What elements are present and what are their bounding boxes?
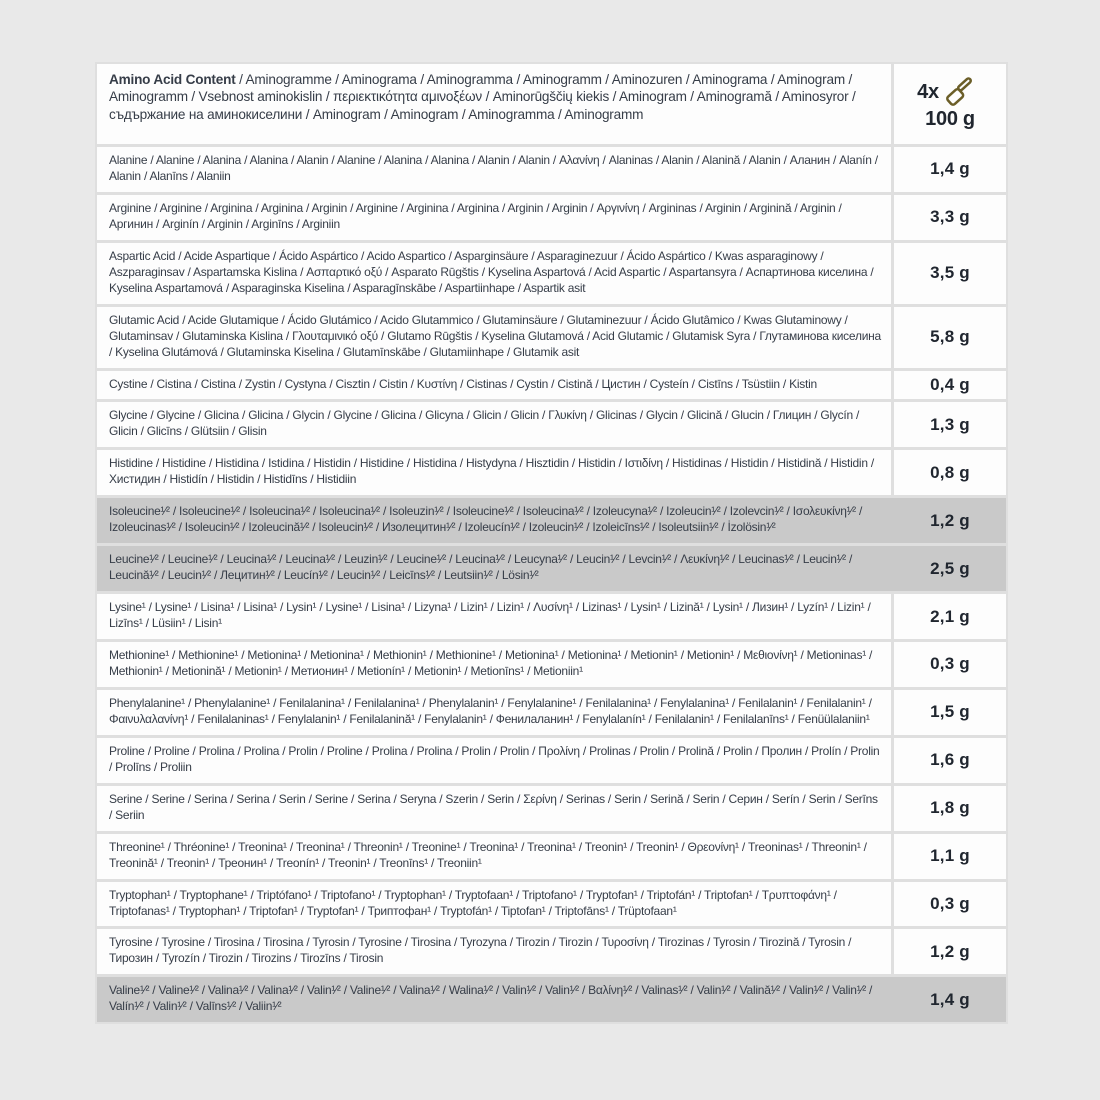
serving-size: 100 g (925, 108, 975, 130)
amino-acid-amount: 1,5 g (930, 702, 970, 722)
table-row (97, 738, 1006, 783)
amino-acid-amount: 3,3 g (930, 207, 970, 227)
amino-acid-names: Alanine / Alanine / Alanina / Alanina / Alanin / Alanine / Alanina / Alanina / Alanin / Alanin / Αλανίνη / Alaninas / Alanin / Alanină / Alanin / Аланин / Alanín / Alanin / Alanīns / Alaniin (97, 147, 894, 192)
amino-acid-amount: 0,8 g (930, 462, 970, 482)
table-row (97, 498, 1006, 543)
table-row (97, 402, 1006, 447)
serving-count: 4x (917, 80, 939, 103)
scoop-icon (941, 71, 983, 107)
amino-acid-amount: 2,5 g (930, 558, 970, 578)
amino-acid-names: Glycine / Glycine / Glicina / Glicina / Glycin / Glycine / Glicina / Glicyna / Glicin / Glicin / Γλυκίνη / Glicinas / Glycin / Glicină / Glucin / Глицин / Glycín / Glicin / Glicīns / Glütsiin / Glisin (97, 402, 894, 447)
table-row (97, 371, 1006, 400)
amino-acid-names: Histidine / Histidine / Histidina / Istidina / Histidin / Histidine / Histidina / Histydyna / Hisztidin / Histidin / Ιστιδίνη / Histidinas / Histidin / Histidină / Histidin / Хистидин / Histidín / Histidin / Histidīns / Histidiin (97, 450, 894, 495)
amino-acid-amount: 1,4 g (930, 989, 970, 1009)
table-row (97, 450, 1006, 495)
amino-acid-names: Tyrosine / Tyrosine / Tirosina / Tirosina / Tyrosin / Tyrosine / Tirosina / Tyrozyna / Tirozin / Tirozin / Τυροσίνη / Tirozinas / Tyrosin / Tirozină / Tyrosin / Тирозин / Tyrozín / Tirozin / Tirozins / Tirozīns / Tirosin (97, 929, 894, 974)
amino-acid-amount: 5,8 g (930, 327, 970, 347)
table-row (97, 243, 1006, 304)
amino-acid-amount: 0,3 g (930, 894, 970, 913)
amino-acid-names: Methionine¹ / Methionine¹ / Metionina¹ / Metionina¹ / Methionin¹ / Methionine¹ / Metionina¹ / Metionina¹ / Metionin¹ / Metionin¹ / Μεθιονίνη¹ / Metioninas¹ / Methionin¹ / Metionină¹ / Metionin¹ / Метионин¹ / Metionín¹ / Metionin¹ / Metionīns¹ / Metioniin¹ (97, 642, 894, 687)
amino-acid-names: Lysine¹ / Lysine¹ / Lisina¹ / Lisina¹ / Lysin¹ / Lysine¹ / Lisina¹ / Lizyna¹ / Lizin¹ / Lizin¹ / Λυσίνη¹ / Lizinas¹ / Lysin¹ / Lizină¹ / Lysin¹ / Лизин¹ / Lyzín¹ / Lizin¹ / Lizīns¹ / Lüsiin¹ / Lisin¹ (97, 594, 894, 639)
amino-acid-amount: 2,1 g (930, 606, 970, 626)
table-title (97, 64, 894, 144)
amino-acid-amount: 1,1 g (930, 846, 970, 866)
serving-line (917, 77, 983, 107)
table-row (97, 195, 1006, 240)
amino-acid-names: Valine¹⁄² / Valine¹⁄² / Valina¹⁄² / Valina¹⁄² / Valin¹⁄² / Valine¹⁄² / Valina¹⁄² / Walina¹⁄² / Valin¹⁄² / Valin¹⁄² / Βαλίνη¹⁄² / Valinas¹⁄² / Valin¹⁄² / Valină¹⁄² / Valin¹⁄² / Valin¹⁄² / Valín¹⁄² / Valin¹⁄² / Valīns¹⁄² / Valiin¹⁄² (97, 977, 894, 1022)
amino-acid-names: Tryptophan¹ / Tryptophane¹ / Triptófano¹ / Triptofano¹ / Tryptophan¹ / Tryptofaan¹ / Triptofano¹ / Tryptofan¹ / Triptofán¹ / Triptofan¹ / Τρυπτοφάνη¹ / Triptofanas¹ / Tryptophan¹ / Triptofan¹ / Tryptofan¹ / Триптофан¹ / Tryptofán¹ / Tiptofan¹ / Triptofāns¹ / Trüptofaan¹ (97, 882, 894, 927)
amino-acid-names: Leucine¹⁄² / Leucine¹⁄² / Leucina¹⁄² / Leucina¹⁄² / Leuzin¹⁄² / Leucine¹⁄² / Leucina¹⁄² / Leucyna¹⁄² / Leucin¹⁄² / Levcin¹⁄² / Λευκίνη¹⁄² / Leucinas¹⁄² / Leucin¹⁄² / Leucină¹⁄² / Leucin¹⁄² / Лецитин¹⁄² / Leucín¹⁄² / Leucin¹⁄² / Leicīns¹⁄² / Leutsiin¹⁄² / Lösin¹⁄² (97, 546, 894, 591)
amino-acid-names: Phenylalanine¹ / Phenylalanine¹ / Fenilalanina¹ / Fenilalanina¹ / Phenylalanin¹ / Fenylalanine¹ / Fenilalanina¹ / Fenylalanina¹ / Fenilalanin¹ / Fenilalanin¹ / Φαινυλαλανίνη¹ / Fenilalaninas¹ / Fenylalanin¹ / Fenilalanină¹ / Fenylalanin¹ / Фенилаланин¹ / Fenylalanín¹ / Fenilalanin¹ / Fenilalanīns¹ / Fenüülalaniin¹ (97, 690, 894, 735)
amino-acid-amount: 1,2 g (930, 941, 970, 961)
table-row (97, 929, 1006, 974)
table-row (97, 307, 1006, 368)
table-header-row (97, 64, 1006, 144)
amino-acid-amount: 1,2 g (930, 510, 970, 530)
table-title-translations: / Aminogramme / Aminograma / Aminogramma / Aminogramm / Aminozuren / Aminograma / Aminogram / Aminogramm / Vsebnost aminokislin / περιεκτικότητα αμινοξέων / Aminorūgščių kiekis / Aminogram / Aminogramă / Aminosyror / съдържание на аминокиселини / Aminogram / Aminogram / Aminogramma / Aminogramm (109, 72, 856, 122)
amino-acid-names: Aspartic Acid / Acide Aspartique / Ácido Aspártico / Acido Aspartico / Asparginsäure / Asparaginezuur / Ácido Aspártico / Kwas asparaginowy / Aszparaginsav / Aspartamska Kislina / Ασπαρτικό οξύ / Asparato Rūgštis / Kyselina Aspartová / Acid Aspartic / Aspartansyra / Аспартинова киселина / Kyselina Aspartamová / Asparaginska Kiselina / Asparagīnskābe / Aspartiinhape / Aspartik asit (97, 243, 894, 304)
serving-info (894, 64, 1006, 144)
amino-acid-amount: 0,3 g (930, 654, 970, 674)
table-title-primary: Amino Acid Content (109, 72, 236, 87)
amino-acid-names: Serine / Serine / Serina / Serina / Serin / Serine / Serina / Seryna / Szerin / Serin / Σερίνη / Serinas / Serin / Serină / Serin / Серин / Serín / Serin / Serīns / Seriin (97, 786, 894, 831)
amino-acid-names: Threonine¹ / Thréonine¹ / Treonina¹ / Treonina¹ / Threonin¹ / Treonine¹ / Treonina¹ / Treonina¹ / Treonin¹ / Treonin¹ / Θρεονίνη¹ / Treoninas¹ / Threonin¹ / Treonină¹ / Treonin¹ / Треонин¹ / Treonín¹ / Treonin¹ / Treonīns¹ / Treoniin¹ (97, 834, 894, 879)
table-row (97, 786, 1006, 831)
table-row (97, 834, 1006, 879)
amino-acid-amount: 1,4 g (930, 159, 970, 179)
amino-acid-names: Cystine / Cistina / Cistina / Zystin / Cystyna / Cisztin / Cistin / Κυστίνη / Cistinas / Cystin / Cistină / Цистин / Cysteín / Cistīns / Tsüstiin / Kistin (97, 371, 894, 400)
amino-acid-names: Proline / Proline / Prolina / Prolina / Prolin / Proline / Prolina / Prolina / Prolin / Prolin / Προλίνη / Prolinas / Prolin / Prolină / Prolin / Пролин / Prolín / Prolin / Prolīns / Proliin (97, 738, 894, 783)
table-row (97, 642, 1006, 687)
amino-acid-names: Isoleucine¹⁄² / Isoleucine¹⁄² / Isoleucina¹⁄² / Isoleucina¹⁄² / Isoleuzin¹⁄² / Isoleucine¹⁄² / Isoleucina¹⁄² / Izoleucyna¹⁄² / Izoleucin¹⁄² / Izolevcin¹⁄² / Ισολευκίνη¹⁄² / Izoleucinas¹⁄² / Isoleucin¹⁄² / Izoleucină¹⁄² / Isoleucin¹⁄² / Изолецитин¹⁄² / Izoleucín¹⁄² / Izoleucin¹⁄² / Izoleicīns¹⁄² / Isoleutsiin¹⁄² / İzolösin¹⁄² (97, 498, 894, 543)
table-row (97, 147, 1006, 192)
table-row (97, 690, 1006, 735)
amino-acid-amount: 1,6 g (930, 750, 970, 770)
table-row (97, 977, 1006, 1022)
amino-acid-amount: 3,5 g (930, 263, 970, 283)
amino-acid-amount: 0,4 g (930, 375, 970, 394)
amino-acid-names: Arginine / Arginine / Arginina / Arginina / Arginin / Arginine / Arginina / Arginina / Arginin / Arginin / Αργινίνη / Argininas / Arginin / Arginină / Arginin / Аргинин / Arginín / Arginin / Arginīns / Arginiin (97, 195, 894, 240)
amino-acid-amount: 1,8 g (930, 798, 970, 818)
amino-acid-names: Glutamic Acid / Acide Glutamique / Ácido Glutámico / Acido Glutammico / Glutaminsäure / Glutaminezuur / Ácido Glutâmico / Kwas Glutaminowy / Glutaminsav / Glutaminska Kislina / Γλουταμινικό οξύ / Glutamo Rūgštis / Kyselina Glutamová / Acid Glutamic / Glutamisk Syra / Глутаминова киселина / Kyselina Glutámová / Glutaminska Kiselina / Glutamīnskābe / Glutamiinhape / Glutamik asit (97, 307, 894, 368)
amino-acid-amount: 1,3 g (930, 414, 970, 434)
table-row (97, 882, 1006, 927)
table-row (97, 546, 1006, 591)
amino-acid-table (95, 62, 1008, 1024)
table-row (97, 594, 1006, 639)
